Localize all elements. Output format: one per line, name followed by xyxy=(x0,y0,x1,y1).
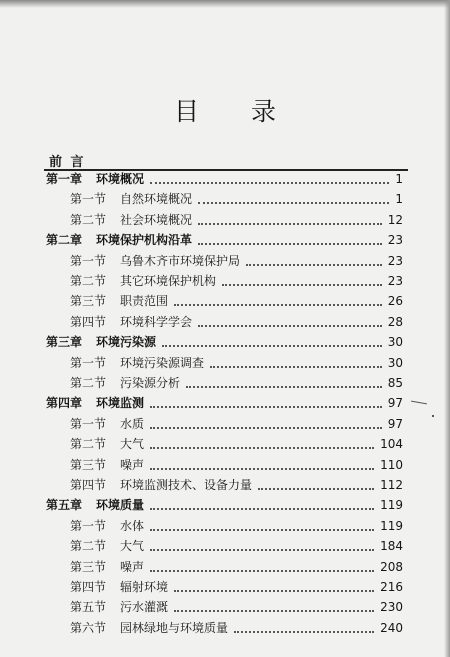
toc-section-row[interactable] xyxy=(0,415,450,436)
toc-entry-number: 第一节 xyxy=(70,518,107,533)
toc-entry-label xyxy=(70,254,240,268)
toc-leader-dots xyxy=(246,264,382,266)
pen-dot xyxy=(432,415,434,417)
preface-heading: 前 言 xyxy=(49,155,86,170)
toc-entry-label xyxy=(46,172,144,186)
toc-entry-title: 污水灌溉 xyxy=(120,600,169,615)
scan-edge-top xyxy=(0,0,450,8)
toc-section-row[interactable] xyxy=(0,435,450,456)
toc-entry-number: 第二节 xyxy=(70,539,107,554)
toc-page-number: 240 xyxy=(380,620,403,635)
toc-page-number: 12 xyxy=(387,212,403,227)
toc-section-row[interactable] xyxy=(0,476,450,497)
toc-page-number: 216 xyxy=(380,580,403,594)
toc-leader-dots xyxy=(174,610,374,612)
toc-entry-number: 第四节 xyxy=(70,478,107,492)
toc-entry-title: 大气 xyxy=(120,437,145,452)
toc-leader-dots xyxy=(174,304,382,306)
toc-entry-number: 第三节 xyxy=(70,294,107,309)
toc-entry-label xyxy=(70,539,144,553)
toc-leader-dots xyxy=(198,243,382,245)
toc-entry-number: 第一章 xyxy=(46,172,83,186)
toc-section-row[interactable] xyxy=(0,537,450,558)
toc-entry-title: 噪声 xyxy=(120,457,145,472)
toc-leader-dots xyxy=(258,488,374,490)
toc-entry-title: 环境概况 xyxy=(96,172,145,186)
toc-entry-number: 第四节 xyxy=(70,314,107,329)
toc-entry-title: 环境污染源调查 xyxy=(120,355,205,370)
toc-page-number: 26 xyxy=(387,294,403,309)
toc-leader-dots xyxy=(150,406,382,408)
toc-entry-title: 园林绿地与环境质量 xyxy=(120,620,229,635)
toc-entry-label xyxy=(70,356,204,370)
toc-page-number: 1 xyxy=(395,192,403,207)
toc-entry-label xyxy=(70,417,144,431)
toc-entry-label xyxy=(70,315,192,329)
toc-page-number: 30 xyxy=(387,335,403,350)
toc-entry-title: 其它环境保护机构 xyxy=(120,274,217,288)
toc-leader-dots xyxy=(234,631,374,633)
toc-entry-label xyxy=(46,498,144,512)
toc-entry-label xyxy=(70,580,168,594)
toc-leader-dots xyxy=(198,223,382,225)
toc-leader-dots xyxy=(150,468,374,470)
toc-entry-number: 第二节 xyxy=(70,376,107,390)
toc-chapter-row[interactable] xyxy=(0,333,450,354)
toc-entry-number: 第四章 xyxy=(46,396,83,411)
toc-leader-dots xyxy=(150,427,382,429)
toc-page-number: 119 xyxy=(380,518,403,533)
toc-entry-label xyxy=(46,233,192,247)
toc-entry-label xyxy=(70,600,168,614)
toc-leader-dots xyxy=(150,447,374,449)
toc-leader-dots xyxy=(150,182,389,184)
toc-entry-number: 第二节 xyxy=(70,437,107,452)
toc-section-row[interactable] xyxy=(0,292,450,313)
toc-section-row[interactable] xyxy=(0,272,450,293)
toc-entry-label xyxy=(70,437,144,451)
toc-page-number: 23 xyxy=(387,233,403,248)
toc-entry-number: 第三章 xyxy=(46,335,83,350)
toc-entry-title: 水质 xyxy=(120,416,145,431)
toc-leader-dots xyxy=(198,325,382,327)
toc-entry-label xyxy=(46,396,144,410)
toc-entry-number: 第二节 xyxy=(70,212,107,227)
toc-entry-label xyxy=(70,294,168,308)
toc-entry-number: 第三节 xyxy=(70,457,107,472)
toc-section-row[interactable] xyxy=(0,190,450,211)
toc-section-row[interactable] xyxy=(0,354,450,375)
toc-leader-dots xyxy=(150,508,374,510)
toc-leader-dots xyxy=(162,345,382,347)
toc-entry-number: 第一节 xyxy=(70,416,107,431)
toc-entry-title: 水体 xyxy=(120,518,145,533)
toc-entry-label xyxy=(70,376,180,390)
toc-entry-title: 环境监测技术、设备力量 xyxy=(120,478,253,492)
toc-entry-number: 第一节 xyxy=(70,253,107,268)
toc-chapter-row[interactable] xyxy=(0,394,450,415)
toc-leader-dots xyxy=(210,366,382,368)
toc-entry-number: 第六节 xyxy=(70,620,107,635)
toc-entry-number: 第一节 xyxy=(70,192,107,207)
toc-page-number: 208 xyxy=(380,559,403,574)
toc-section-row[interactable] xyxy=(0,578,450,599)
toc-entry-title: 环境科学学会 xyxy=(120,314,193,329)
toc-entry-label xyxy=(70,274,216,288)
toc-chapter-row[interactable] xyxy=(0,231,450,252)
toc-entry-number: 第二章 xyxy=(46,233,83,248)
toc-page-number: 104 xyxy=(380,437,403,452)
toc-page-number: 85 xyxy=(387,376,403,390)
toc-leader-dots xyxy=(174,590,374,592)
toc-entry-label xyxy=(70,621,228,635)
toc-section-row[interactable] xyxy=(0,313,450,334)
toc-page-number: 23 xyxy=(387,253,403,268)
toc-entry-number: 第四节 xyxy=(70,580,107,594)
toc-entry-label xyxy=(46,335,156,349)
toc-section-row[interactable] xyxy=(0,374,450,395)
toc-entry-number: 第五节 xyxy=(70,600,107,615)
toc-entry-title: 环境质量 xyxy=(96,498,145,513)
toc-entry-title: 环境保护机构沿革 xyxy=(96,233,193,248)
toc-entry-title: 大气 xyxy=(120,539,145,554)
toc-section-row[interactable] xyxy=(0,211,450,232)
page-title: 目 录 xyxy=(174,97,298,126)
toc-leader-dots xyxy=(150,549,374,551)
toc-page-number: 23 xyxy=(387,274,403,288)
toc-entry-label xyxy=(70,458,144,472)
toc-entry-number: 第五章 xyxy=(46,498,83,513)
toc-chapter-row[interactable] xyxy=(0,170,450,191)
toc-page-number: 30 xyxy=(387,355,403,370)
toc-entry-title: 污染源分析 xyxy=(120,376,181,390)
toc-page-number: 184 xyxy=(380,539,403,554)
toc-page-number: 230 xyxy=(380,600,403,615)
toc-entry-number: 第二节 xyxy=(70,274,107,288)
toc-page-number: 119 xyxy=(380,498,403,513)
toc-entry-label xyxy=(70,519,144,533)
toc-entry-number: 第一节 xyxy=(70,355,107,370)
toc-leader-dots xyxy=(186,386,382,388)
toc-page-number: 97 xyxy=(387,416,403,431)
toc-page-number: 28 xyxy=(387,314,403,329)
toc-leader-dots xyxy=(150,529,374,531)
toc-page-number: 1 xyxy=(395,172,403,186)
toc-entry-title: 辐射环境 xyxy=(120,580,169,594)
toc-leader-dots xyxy=(150,570,374,572)
toc-entry-title: 环境污染源 xyxy=(96,335,157,350)
toc-leader-dots xyxy=(198,202,389,204)
toc-page-number: 110 xyxy=(380,457,403,472)
toc-page-number: 112 xyxy=(380,478,403,492)
toc-entry-title: 乌鲁木齐市环境保护局 xyxy=(120,253,241,268)
toc-entry-label xyxy=(70,213,192,227)
toc-section-row[interactable] xyxy=(0,619,450,640)
toc-entry-title: 环境监测 xyxy=(96,396,145,411)
toc-entry-label xyxy=(70,560,144,574)
toc-section-row[interactable] xyxy=(0,456,450,477)
toc-entry-title: 噪声 xyxy=(120,559,145,574)
toc-entry-title: 自然环境概况 xyxy=(120,192,193,207)
toc-section-row[interactable] xyxy=(0,252,450,273)
toc-entry-title: 职责范围 xyxy=(120,294,169,309)
toc-section-row[interactable] xyxy=(0,558,450,579)
toc-leader-dots xyxy=(222,284,382,286)
toc-entry-label xyxy=(70,192,192,206)
toc-entry-label xyxy=(70,478,252,492)
toc-entry-title: 社会环境概况 xyxy=(120,212,193,227)
toc-section-row[interactable] xyxy=(0,517,450,538)
toc-entry-number: 第三节 xyxy=(70,559,107,574)
toc-chapter-row[interactable] xyxy=(0,496,450,517)
toc-page-number: 97 xyxy=(387,396,403,411)
toc-section-row[interactable] xyxy=(0,598,450,619)
